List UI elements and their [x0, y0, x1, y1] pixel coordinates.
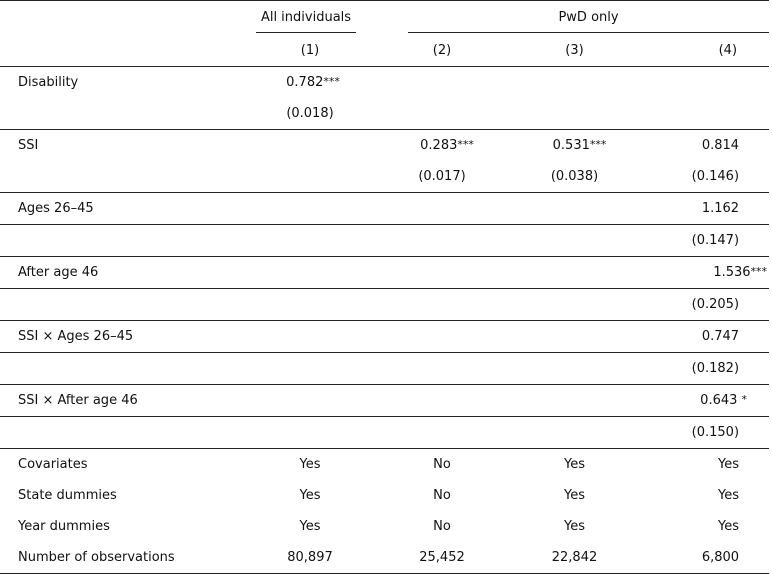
group-header-row [0, 1, 769, 36]
group-header-pwd: PwD only [408, 4, 769, 33]
table-row [0, 225, 769, 257]
col-header-4: (4) [643, 35, 769, 67]
cell-value: Yes [299, 519, 321, 534]
se-value: (0.147) [643, 225, 769, 257]
table-row [0, 67, 769, 99]
cell-value: Yes [718, 488, 740, 503]
row-label: SSI × After age 46 [0, 385, 242, 417]
row-label: Covariates [18, 457, 88, 472]
se-value: (0.205) [643, 289, 769, 321]
cell-value: Yes [718, 457, 740, 472]
table-row [0, 193, 769, 225]
table-row [0, 289, 769, 321]
cell-value: No [433, 457, 451, 472]
coef-value: 0.814 [701, 138, 740, 153]
coef-value: 1.536 [713, 265, 751, 280]
se-value: (0.017) [378, 161, 506, 193]
cell-value: Yes [564, 457, 585, 472]
cell-value: No [433, 519, 451, 534]
table-row [0, 130, 769, 162]
col-header-2: (2) [378, 35, 506, 67]
sig-stars: *** [457, 138, 474, 151]
group-header-all: All individuals [256, 4, 356, 33]
table-row [0, 257, 769, 289]
cell-value: Yes [299, 488, 321, 503]
cell-value: 6,800 [643, 542, 769, 574]
se-value: (0.150) [643, 417, 769, 449]
table-row [0, 449, 769, 481]
cell-value: Yes [299, 457, 321, 472]
table-row [0, 480, 769, 511]
table-row [0, 385, 769, 417]
cell-value: Yes [564, 519, 585, 534]
row-label: SSI [18, 138, 39, 153]
row-label: Year dummies [18, 519, 110, 534]
row-label: SSI × Ages 26–45 [0, 321, 242, 353]
table-row [0, 98, 769, 130]
col-header-1: (1) [242, 35, 378, 67]
table-row [0, 417, 769, 449]
sig-stars: * [741, 393, 748, 406]
coef-value: 1.162 [643, 193, 769, 225]
se-value: (0.146) [643, 161, 769, 193]
row-label: Disability [18, 75, 79, 90]
column-number-row [0, 35, 769, 67]
table-row [0, 161, 769, 193]
row-label: State dummies [18, 488, 117, 503]
row-label: After age 46 [0, 257, 242, 289]
coef-value: 0.782 [286, 75, 324, 90]
table-row [0, 353, 769, 385]
sig-stars: *** [750, 265, 768, 278]
row-label: Ages 26–45 [0, 193, 242, 225]
cell-value: 80,897 [242, 542, 378, 574]
sig-stars: *** [589, 138, 607, 151]
row-label: Number of observations [0, 542, 242, 574]
coef-value: 0.643 [700, 393, 742, 408]
se-value: (0.038) [506, 161, 643, 193]
coef-value: 0.531 [552, 138, 590, 153]
se-value: (0.018) [242, 98, 378, 130]
sig-stars: *** [323, 75, 340, 88]
col-header-3: (3) [506, 35, 643, 67]
table-row [0, 511, 769, 542]
cell-value: Yes [718, 519, 740, 534]
cell-value: No [433, 488, 451, 503]
cell-value: Yes [564, 488, 585, 503]
se-value: (0.182) [643, 353, 769, 385]
coef-value: 0.283 [420, 138, 458, 153]
cell-value: 25,452 [378, 542, 506, 574]
table-row [0, 321, 769, 353]
coef-value: 0.747 [643, 321, 769, 353]
cell-value: 22,842 [506, 542, 643, 574]
